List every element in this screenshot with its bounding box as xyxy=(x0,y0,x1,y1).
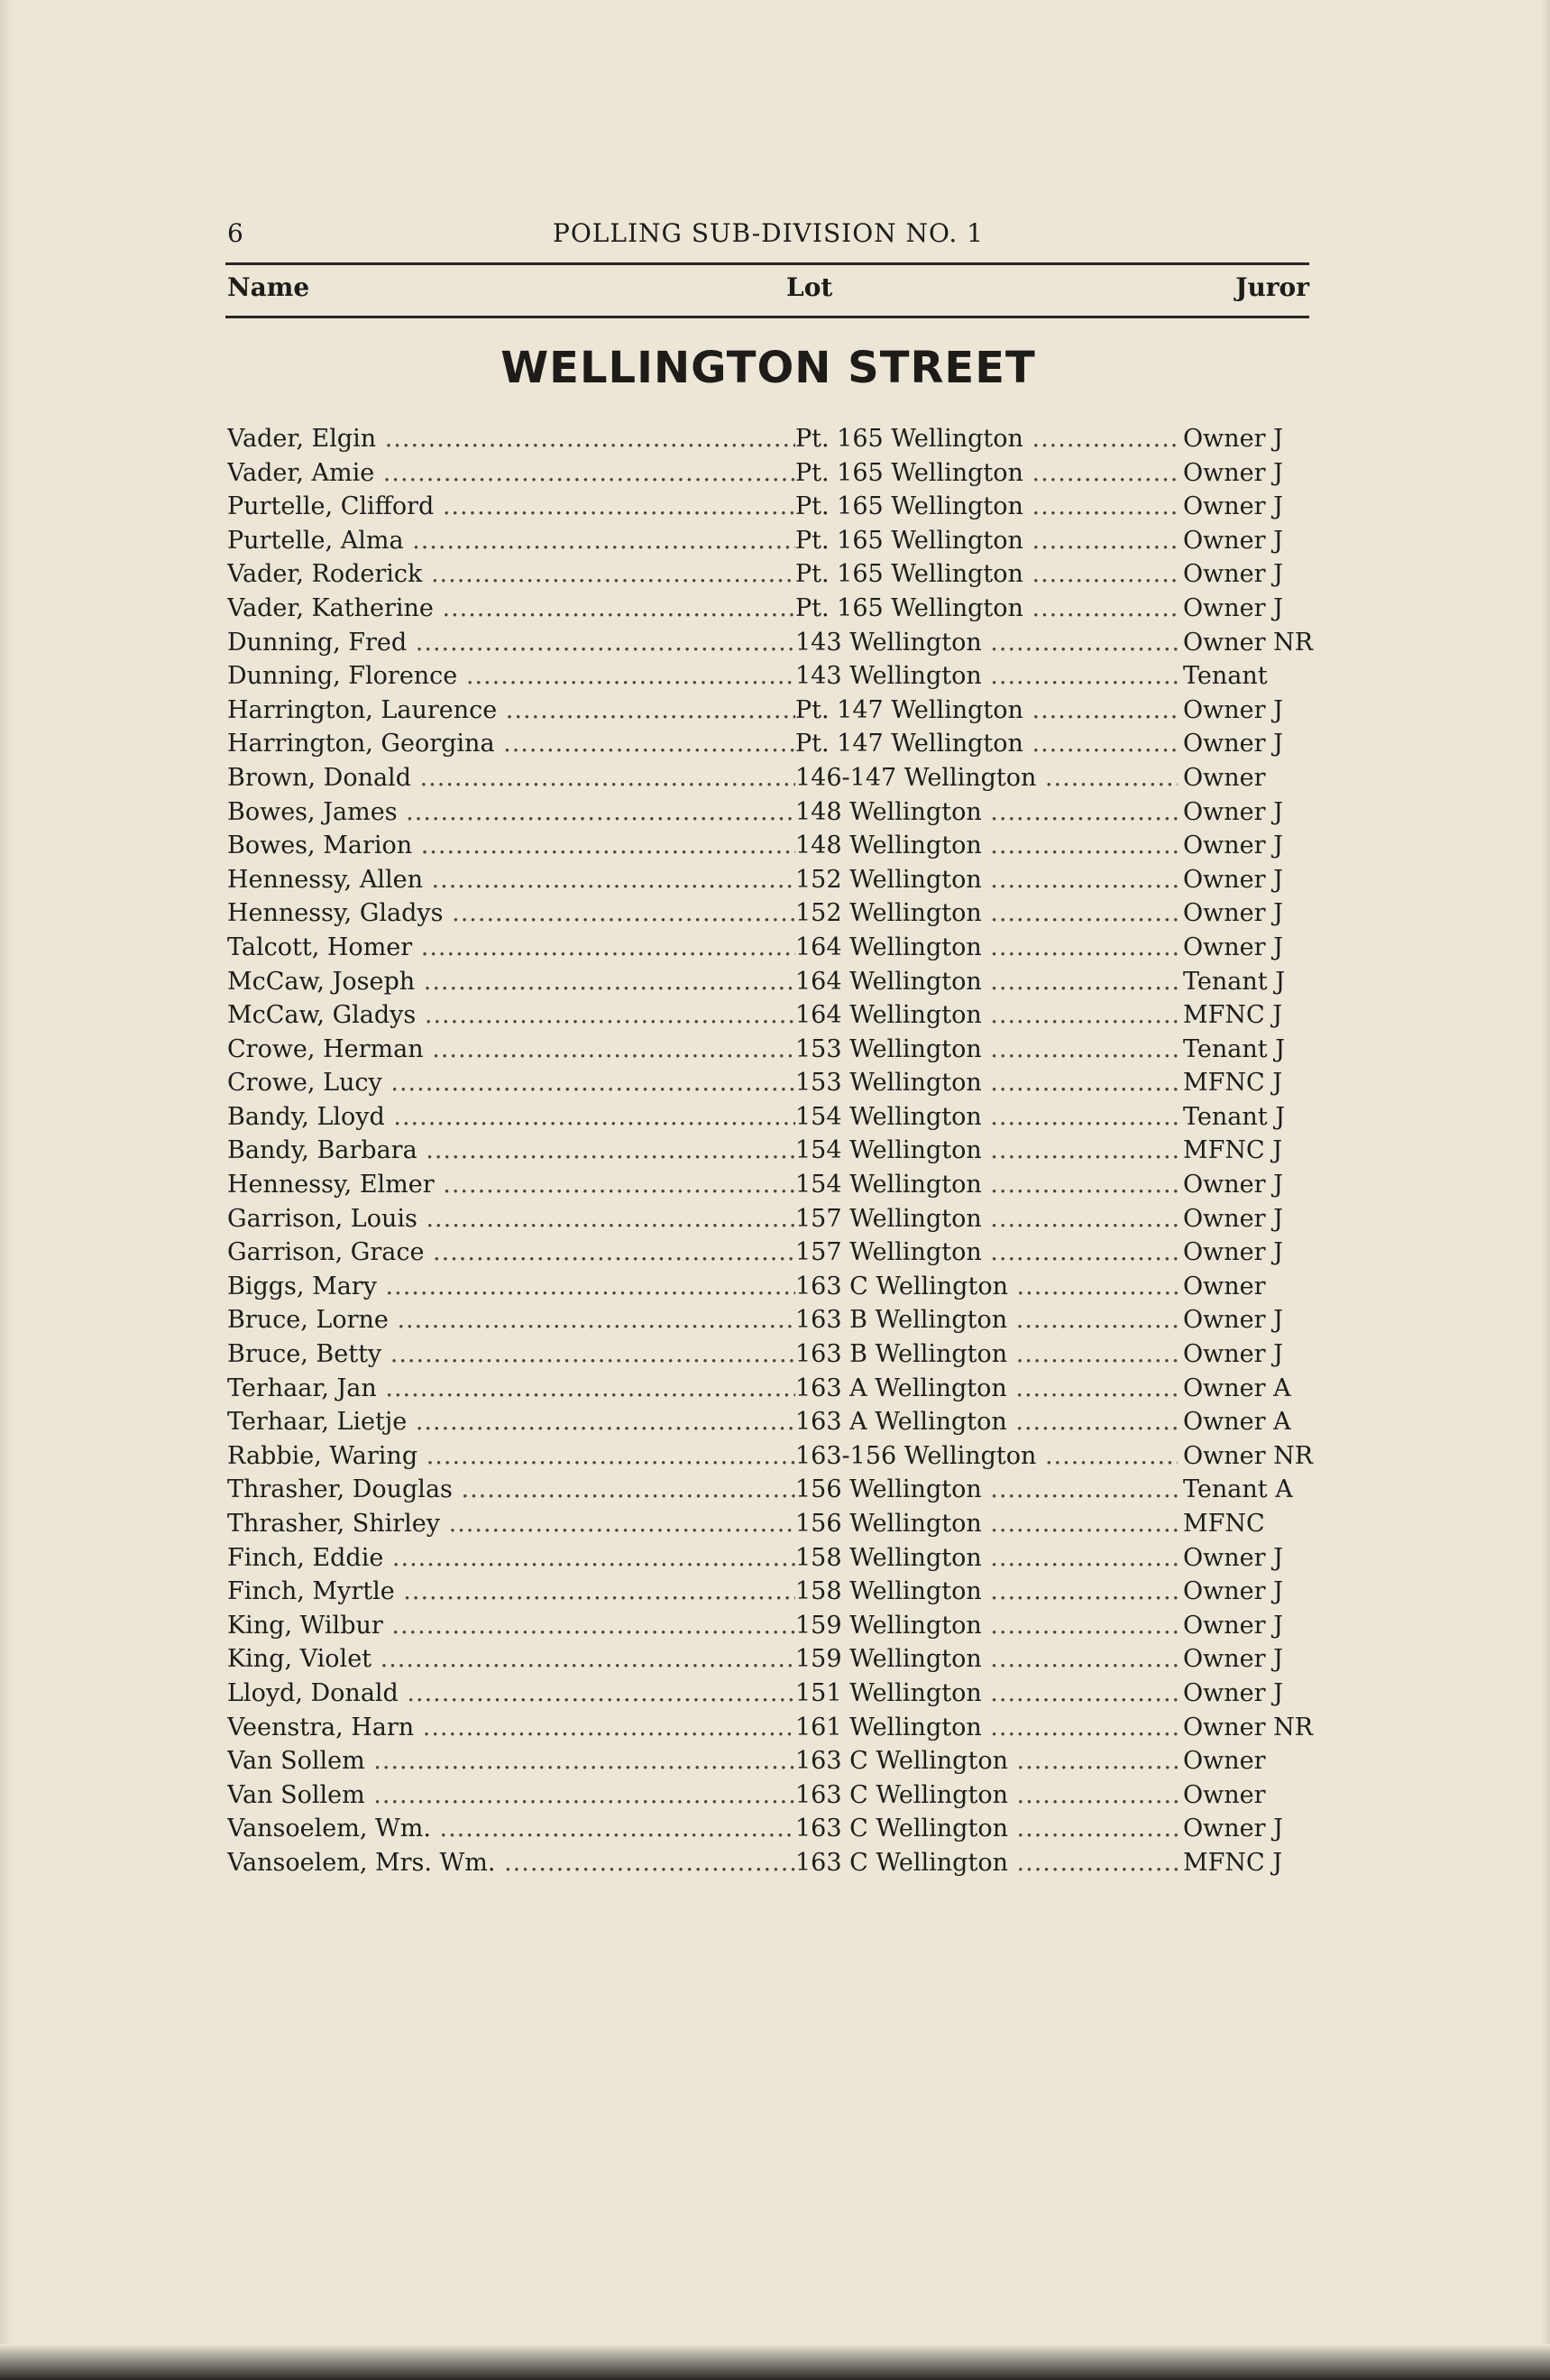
entry-name xyxy=(227,727,795,761)
entry-juror: Owner J xyxy=(1178,727,1309,761)
entry-lot-text: 163 A Wellington xyxy=(795,1408,1007,1437)
entry-name-text: Vader, Amie xyxy=(227,458,375,487)
entry-name-text: Vansoelem, Wm. xyxy=(227,1815,431,1843)
entry-lot-text: 164 Wellington xyxy=(795,967,982,996)
entry-lot xyxy=(795,659,1183,694)
entry-name-text: Hennessy, Gladys xyxy=(227,899,444,928)
entry-name xyxy=(227,1236,795,1270)
entry-name xyxy=(227,694,795,728)
entry-lot xyxy=(795,863,1183,897)
entry-juror: Tenant J xyxy=(1178,1100,1309,1135)
entry-name-text: Crowe, Herman xyxy=(227,1034,424,1063)
entry-lot xyxy=(795,490,1183,524)
entry-juror: Owner J xyxy=(1178,1303,1309,1337)
entry-juror: Tenant A xyxy=(1178,1473,1309,1507)
entry-lot-text: 163 B Wellington xyxy=(795,1340,1008,1369)
entry-name-text: Purtelle, Clifford xyxy=(227,492,435,521)
list-item xyxy=(227,1405,1309,1439)
entry-lot xyxy=(795,1642,1183,1677)
entry-lot xyxy=(795,626,1183,660)
entry-name xyxy=(227,1711,795,1745)
entry-name-text: Bowes, Marion xyxy=(227,832,413,860)
entry-juror: MFNC J xyxy=(1178,1846,1309,1880)
page-bottom-shadow xyxy=(0,2344,1550,2380)
list-item xyxy=(227,998,1309,1033)
entry-name xyxy=(227,863,795,897)
entry-juror: MFNC J xyxy=(1178,1134,1309,1168)
list-item xyxy=(227,1337,1309,1372)
entry-lot xyxy=(795,1473,1183,1507)
entry-lot-text: 158 Wellington xyxy=(795,1543,982,1572)
entry-name-text: Thrasher, Shirley xyxy=(227,1510,441,1538)
list-item xyxy=(227,1575,1309,1609)
entry-lot xyxy=(795,1202,1183,1236)
entry-lot-text: 148 Wellington xyxy=(795,797,982,826)
entry-name xyxy=(227,1642,795,1677)
entry-juror: Owner xyxy=(1178,1778,1309,1813)
entry-name-text: Talcott, Homer xyxy=(227,933,413,961)
entry-name xyxy=(227,1303,795,1337)
list-item xyxy=(227,795,1309,830)
entry-name-text: Crowe, Lucy xyxy=(227,1069,382,1098)
entry-juror: Owner J xyxy=(1178,592,1309,626)
list-item xyxy=(227,965,1309,999)
list-item xyxy=(227,490,1309,524)
entry-name-text: Vader, Elgin xyxy=(227,425,377,453)
entry-juror: Owner J xyxy=(1178,896,1309,931)
entry-name-text: Hennessy, Allen xyxy=(227,865,423,894)
entry-lot xyxy=(795,1270,1183,1304)
entry-juror: Tenant J xyxy=(1178,1033,1309,1067)
entry-lot-text: Pt. 165 Wellington xyxy=(795,560,1023,589)
entry-lot-text: 163 C Wellington xyxy=(795,1848,1008,1877)
entry-lot xyxy=(795,694,1183,728)
list-item xyxy=(227,1202,1309,1236)
entry-juror: Owner J xyxy=(1178,694,1309,728)
entry-juror: Owner NR xyxy=(1178,626,1309,660)
list-item xyxy=(227,524,1309,558)
entry-lot-text: 154 Wellington xyxy=(795,1136,982,1165)
entry-name-text: Bowes, James xyxy=(227,797,398,826)
entry-lot xyxy=(795,1066,1183,1100)
list-item xyxy=(227,829,1309,863)
entry-juror: Owner J xyxy=(1178,456,1309,491)
list-item xyxy=(227,1372,1309,1406)
list-item xyxy=(227,761,1309,795)
entry-lot xyxy=(795,1168,1183,1202)
entry-juror: Owner J xyxy=(1178,1168,1309,1202)
entry-lot xyxy=(795,1337,1183,1372)
entry-name xyxy=(227,998,795,1033)
entry-name xyxy=(227,896,795,931)
entry-name xyxy=(227,524,795,558)
entry-lot-text: 153 Wellington xyxy=(795,1034,982,1063)
entry-juror: Owner J xyxy=(1178,1642,1309,1677)
entry-name-text: Finch, Myrtle xyxy=(227,1577,395,1606)
entry-juror: Owner xyxy=(1178,761,1309,795)
entry-juror: Owner J xyxy=(1178,524,1309,558)
entry-name xyxy=(227,557,795,592)
entry-name-text: Harrington, Laurence xyxy=(227,695,498,724)
column-header-name: Name xyxy=(227,272,310,302)
entry-name xyxy=(227,1812,795,1846)
entry-name-text: Garrison, Grace xyxy=(227,1238,425,1267)
list-item xyxy=(227,1134,1309,1168)
list-item xyxy=(227,931,1309,965)
entry-name-text: Terhaar, Lietje xyxy=(227,1408,408,1437)
entry-name-text: Lloyd, Donald xyxy=(227,1678,399,1707)
list-item xyxy=(227,1778,1309,1813)
entry-name-text: Hennessy, Elmer xyxy=(227,1171,435,1199)
header-rule-bottom xyxy=(225,316,1309,318)
entry-lot-text: Pt. 165 Wellington xyxy=(795,425,1023,453)
entry-name-text: Bandy, Barbara xyxy=(227,1136,417,1165)
entry-juror: Owner J xyxy=(1178,1541,1309,1576)
list-item xyxy=(227,1642,1309,1677)
entry-name-text: Terhaar, Jan xyxy=(227,1374,377,1402)
entry-lot xyxy=(795,727,1183,761)
entry-lot-text: 157 Wellington xyxy=(795,1204,982,1233)
entry-lot xyxy=(795,795,1183,830)
entry-juror: Owner J xyxy=(1178,1677,1309,1711)
entry-name-text: Purtelle, Alma xyxy=(227,526,404,555)
entry-name xyxy=(227,1168,795,1202)
entry-lot xyxy=(795,1846,1183,1880)
entry-name xyxy=(227,1507,795,1541)
entry-name-text: Thrasher, Douglas xyxy=(227,1475,453,1504)
entry-lot-text: 159 Wellington xyxy=(795,1611,982,1640)
entry-lot-text: 163-156 Wellington xyxy=(795,1441,1037,1470)
entry-lot xyxy=(795,1100,1183,1135)
entry-lot-text: Pt. 147 Wellington xyxy=(795,695,1023,724)
entry-juror: Owner NR xyxy=(1178,1711,1309,1745)
entry-name xyxy=(227,1778,795,1813)
list-item xyxy=(227,1270,1309,1304)
entry-name xyxy=(227,1405,795,1439)
entry-juror: Owner NR xyxy=(1178,1439,1309,1474)
list-item xyxy=(227,1100,1309,1135)
entry-lot-text: 152 Wellington xyxy=(795,899,982,928)
entry-lot-text: 156 Wellington xyxy=(795,1510,982,1538)
entry-juror: MFNC J xyxy=(1178,1066,1309,1100)
entry-lot-text: 151 Wellington xyxy=(795,1678,982,1707)
entry-lot xyxy=(795,592,1183,626)
entry-juror: Owner xyxy=(1178,1270,1309,1304)
list-item xyxy=(227,1507,1309,1541)
entry-juror: Tenant J xyxy=(1178,965,1309,999)
entry-juror: Owner xyxy=(1178,1744,1309,1778)
list-item xyxy=(227,592,1309,626)
entry-name xyxy=(227,1541,795,1576)
entry-lot xyxy=(795,1812,1183,1846)
entry-name xyxy=(227,1439,795,1474)
entry-name xyxy=(227,1372,795,1406)
entry-name xyxy=(227,1202,795,1236)
entry-juror: Owner J xyxy=(1178,490,1309,524)
list-item xyxy=(227,1236,1309,1270)
entry-lot-text: Pt. 165 Wellington xyxy=(795,593,1023,622)
entry-lot xyxy=(795,1405,1183,1439)
entry-juror: Owner J xyxy=(1178,1236,1309,1270)
entry-lot xyxy=(795,829,1183,863)
list-item xyxy=(227,863,1309,897)
entry-name xyxy=(227,659,795,694)
entry-name-text: Brown, Donald xyxy=(227,763,411,792)
entry-name xyxy=(227,1575,795,1609)
entry-lot xyxy=(795,1541,1183,1576)
page-left-shadow xyxy=(0,0,13,2380)
entry-name-text: Bandy, Lloyd xyxy=(227,1102,385,1131)
list-item xyxy=(227,727,1309,761)
entry-lot xyxy=(795,998,1183,1033)
entry-name xyxy=(227,422,795,456)
entry-name xyxy=(227,1134,795,1168)
entry-name-text: King, Wilbur xyxy=(227,1611,383,1640)
entry-name-text: Finch, Eddie xyxy=(227,1543,384,1572)
entry-name xyxy=(227,1473,795,1507)
entry-lot-text: 163 C Wellington xyxy=(795,1815,1008,1843)
list-item xyxy=(227,1473,1309,1507)
entry-lot xyxy=(795,1609,1183,1643)
entry-juror: Owner J xyxy=(1178,829,1309,863)
entry-lot xyxy=(795,896,1183,931)
list-item xyxy=(227,1677,1309,1711)
entry-lot-text: Pt. 147 Wellington xyxy=(795,730,1023,758)
entry-lot xyxy=(795,1134,1183,1168)
entry-name xyxy=(227,1677,795,1711)
entry-lot-text: 164 Wellington xyxy=(795,933,982,961)
entry-lot-text: Pt. 165 Wellington xyxy=(795,526,1023,555)
entry-lot-text: 152 Wellington xyxy=(795,865,982,894)
entry-lot-text: 157 Wellington xyxy=(795,1238,982,1267)
entry-lot xyxy=(795,761,1183,795)
entry-juror: MFNC J xyxy=(1178,998,1309,1033)
entry-juror: Owner J xyxy=(1178,1202,1309,1236)
entry-juror: Owner A xyxy=(1178,1405,1309,1439)
entry-name-text: Dunning, Florence xyxy=(227,662,458,691)
entry-name xyxy=(227,1846,795,1880)
entry-name-text: Van Sollem xyxy=(227,1780,365,1809)
entry-lot xyxy=(795,1711,1183,1745)
entry-name-text: Bruce, Betty xyxy=(227,1340,382,1369)
entry-lot xyxy=(795,1778,1183,1813)
entry-lot xyxy=(795,1236,1183,1270)
entry-lot xyxy=(795,1507,1183,1541)
entry-juror: Owner J xyxy=(1178,1575,1309,1609)
entry-lot xyxy=(795,1372,1183,1406)
entry-lot xyxy=(795,965,1183,999)
entry-lot xyxy=(795,524,1183,558)
entry-lot-text: Pt. 165 Wellington xyxy=(795,492,1023,521)
entry-lot xyxy=(795,1033,1183,1067)
list-item xyxy=(227,1812,1309,1846)
entry-lot-text: 154 Wellington xyxy=(795,1102,982,1131)
page-number: 6 xyxy=(227,218,244,248)
entry-lot xyxy=(795,557,1183,592)
entry-name xyxy=(227,1609,795,1643)
street-title: WELLINGTON STREET xyxy=(500,343,1036,393)
entry-lot-text: 163 C Wellington xyxy=(795,1780,1008,1809)
page-header xyxy=(227,218,1309,254)
list-item xyxy=(227,1033,1309,1067)
entry-name xyxy=(227,1744,795,1778)
entry-lot xyxy=(795,1439,1183,1474)
entry-name xyxy=(227,456,795,491)
entry-juror: Owner J xyxy=(1178,1812,1309,1846)
entry-name-text: Garrison, Louis xyxy=(227,1204,417,1233)
list-item xyxy=(227,659,1309,694)
voter-list xyxy=(227,422,1314,1880)
page-right-edge xyxy=(1541,0,1550,2380)
column-header-juror: Juror xyxy=(1235,272,1309,302)
entry-name-text: Vader, Katherine xyxy=(227,593,434,622)
entry-lot-text: 164 Wellington xyxy=(795,1001,982,1030)
entry-lot-text: 163 C Wellington xyxy=(795,1272,1008,1300)
header-rule-top xyxy=(225,262,1309,265)
list-item xyxy=(227,896,1309,931)
list-item xyxy=(227,694,1309,728)
entry-lot-text: 163 B Wellington xyxy=(795,1306,1008,1335)
list-item xyxy=(227,1744,1309,1778)
entry-name xyxy=(227,1270,795,1304)
entry-lot xyxy=(795,1303,1183,1337)
entry-lot-text: 161 Wellington xyxy=(795,1713,982,1741)
entry-name-text: McCaw, Joseph xyxy=(227,967,416,996)
column-headers xyxy=(227,272,1309,308)
entry-juror: MFNC xyxy=(1178,1507,1309,1541)
list-item xyxy=(227,557,1309,592)
entry-lot-text: 163 C Wellington xyxy=(795,1747,1008,1776)
entry-lot-text: 158 Wellington xyxy=(795,1577,982,1606)
entry-lot-text: 163 A Wellington xyxy=(795,1374,1007,1402)
entry-juror: Owner J xyxy=(1178,557,1309,592)
entry-name xyxy=(227,965,795,999)
entry-name xyxy=(227,1337,795,1372)
entry-name-text: Veenstra, Harn xyxy=(227,1713,415,1741)
list-item xyxy=(227,1066,1309,1100)
entry-name-text: Van Sollem xyxy=(227,1747,365,1776)
list-item xyxy=(227,1303,1309,1337)
entry-juror: Owner A xyxy=(1178,1372,1309,1406)
entry-lot xyxy=(795,1677,1183,1711)
entry-name-text: Bruce, Lorne xyxy=(227,1306,389,1335)
list-item xyxy=(227,1846,1309,1880)
entry-juror: Owner J xyxy=(1178,422,1309,456)
entry-juror: Owner J xyxy=(1178,863,1309,897)
entry-juror: Owner J xyxy=(1178,1337,1309,1372)
entry-lot xyxy=(795,422,1183,456)
entry-lot-text: Pt. 165 Wellington xyxy=(795,458,1023,487)
entry-juror: Owner J xyxy=(1178,1609,1309,1643)
entry-name xyxy=(227,761,795,795)
entry-lot xyxy=(795,1744,1183,1778)
list-item xyxy=(227,1609,1309,1643)
entry-name xyxy=(227,626,795,660)
list-item xyxy=(227,1711,1314,1745)
entry-lot-text: 153 Wellington xyxy=(795,1069,982,1098)
list-item xyxy=(227,456,1309,491)
list-item xyxy=(227,1541,1309,1576)
entry-juror: Tenant xyxy=(1178,659,1309,694)
entry-name-text: Dunning, Fred xyxy=(227,628,408,657)
list-item xyxy=(227,626,1314,660)
entry-name-text: Biggs, Mary xyxy=(227,1272,377,1300)
entry-name-text: King, Violet xyxy=(227,1645,372,1674)
running-head: POLLING SUB-DIVISION NO. 1 xyxy=(553,218,984,248)
entry-name-text: Harrington, Georgina xyxy=(227,730,495,758)
entry-name xyxy=(227,490,795,524)
entry-juror: Owner J xyxy=(1178,795,1309,830)
entry-lot-text: 154 Wellington xyxy=(795,1171,982,1199)
entry-name xyxy=(227,931,795,965)
entry-name xyxy=(227,1100,795,1135)
entry-name-text: Rabbie, Waring xyxy=(227,1441,418,1470)
entry-lot-text: 143 Wellington xyxy=(795,662,982,691)
entry-name-text: McCaw, Gladys xyxy=(227,1001,417,1030)
entry-lot-text: 146-147 Wellington xyxy=(795,763,1037,792)
entry-lot-text: 156 Wellington xyxy=(795,1475,982,1504)
entry-juror: Owner J xyxy=(1178,931,1309,965)
entry-name xyxy=(227,829,795,863)
entry-name-text: Vader, Roderick xyxy=(227,560,423,589)
entry-name xyxy=(227,1033,795,1067)
entry-lot xyxy=(795,456,1183,491)
entry-lot-text: 159 Wellington xyxy=(795,1645,982,1674)
entry-lot xyxy=(795,931,1183,965)
entry-lot xyxy=(795,1575,1183,1609)
list-item xyxy=(227,1168,1309,1202)
entry-name xyxy=(227,1066,795,1100)
entry-lot-text: 148 Wellington xyxy=(795,832,982,860)
entry-name xyxy=(227,592,795,626)
entry-name xyxy=(227,795,795,830)
entry-name-text: Vansoelem, Mrs. Wm. xyxy=(227,1848,496,1877)
entry-lot-text: 143 Wellington xyxy=(795,628,982,657)
list-item xyxy=(227,1439,1314,1474)
column-header-lot: Lot xyxy=(786,272,833,302)
list-item xyxy=(227,422,1309,456)
